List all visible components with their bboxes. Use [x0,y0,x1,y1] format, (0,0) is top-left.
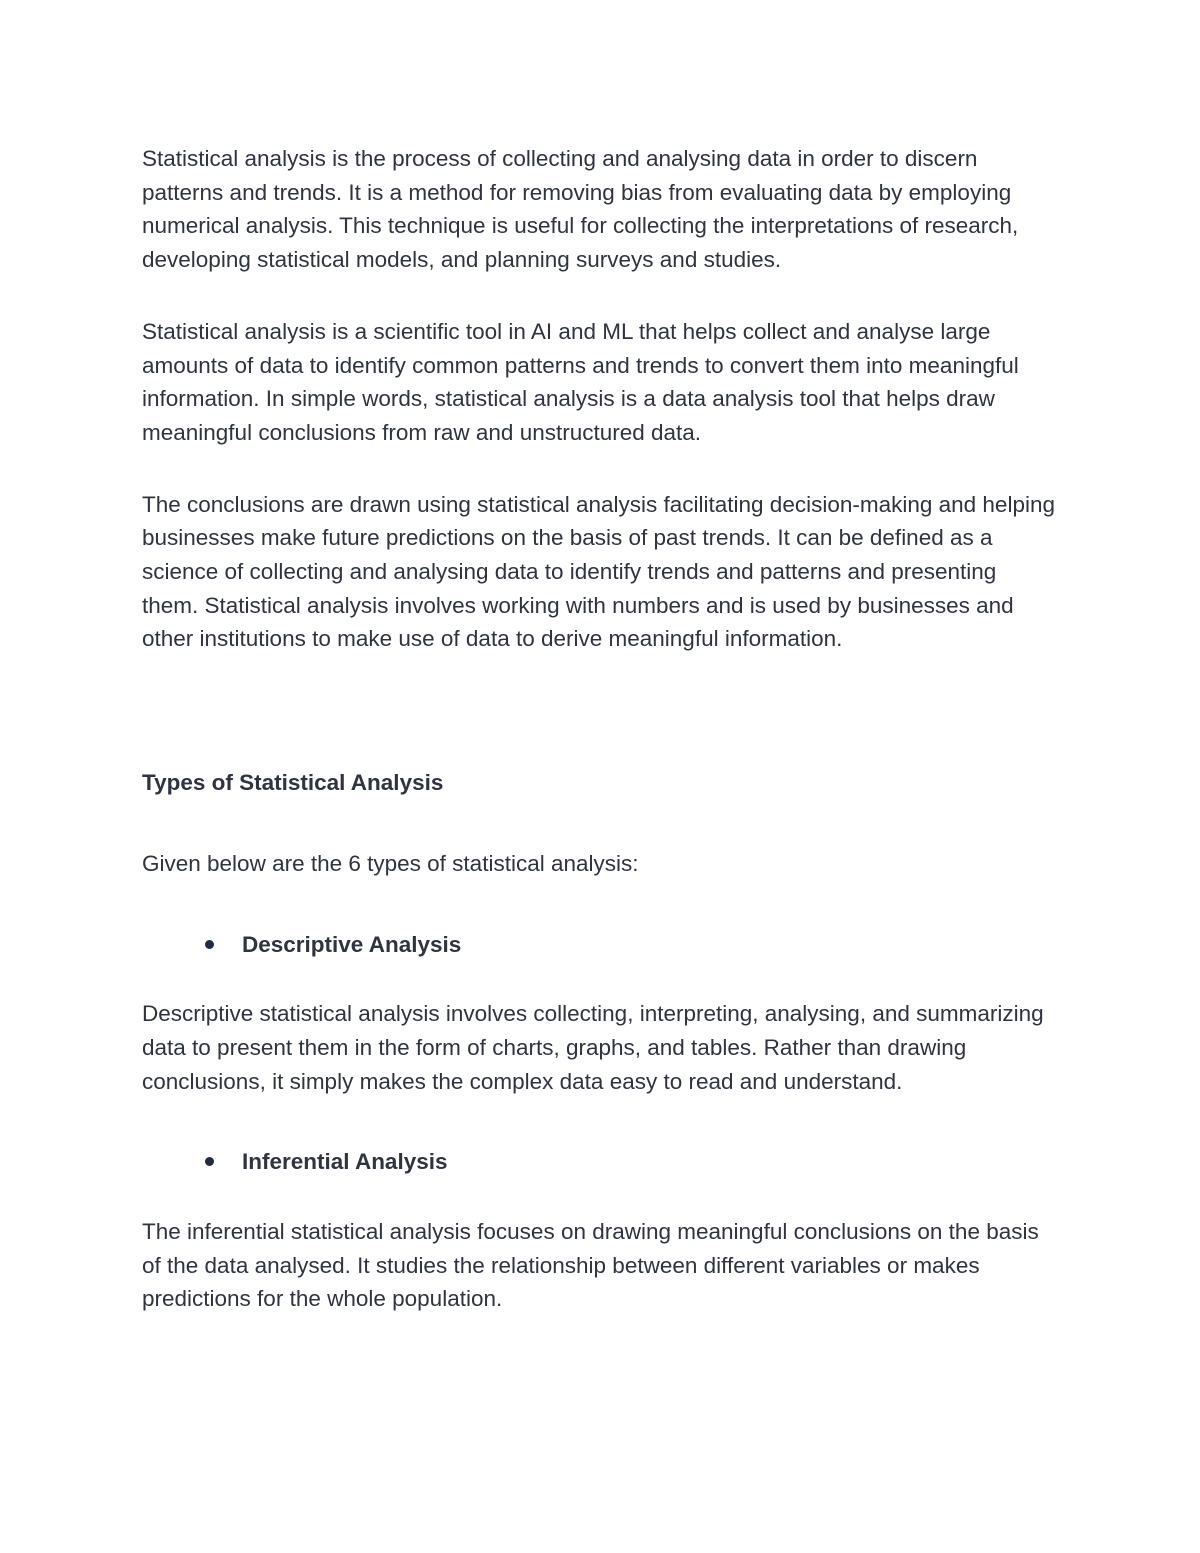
intro-paragraph-3: The conclusions are drawn using statistical analysis facilitating decision-making and helping businesses make future predictions on the basis of past trends. It can be defined as a science of collecting and analysing data to identify trends and patterns and presenting them. Statistical analysis involves working with numbers and is used by businesses and other institutions to make use of data to derive meaningful information. [142,491,1055,652]
intro-paragraph-2: Statistical analysis is a scientific tool in AI and ML that helps collect and analyse large amounts of data to identify common patterns and trends to convert them into meaningful information. In simple words, statistical analysis is a data analysis tool that helps draw meaningful conclusions from raw and unstructured data. [142,318,1019,445]
list-item-title: Descriptive Analysis [242,931,462,957]
bullet-icon [205,1157,214,1166]
inferential-paragraph: The inferential statistical analysis focuses on drawing meaningful conclusions on the basis of the data analysed. It studies the relationship between different variables or makes predictions for the whole population. [142,1219,1039,1312]
intro-paragraph-1: Statistical analysis is the process of collecting and analysing data in order to discern patterns and trends. It is a method for removing bias from evaluating data by employing numerical analysis. This technique is useful for collecting the interpretations of research, developing statistical models, and planning surveys and studies. [142,146,1019,273]
section-intro: Given below are the 6 types of statistical analysis: [142,850,639,876]
bullet-icon [205,940,214,949]
list-item-inferential [142,1145,1058,1179]
list-item-descriptive [142,928,1058,962]
section-heading: Types of Statistical Analysis [142,770,444,796]
document-body [142,142,1058,1316]
descriptive-paragraph: Descriptive statistical analysis involves collecting, interpreting, analysing, and summarizing data to present them in the form of charts, graphs, and tables. Rather than drawing conclusions, it simply makes the complex data easy to read and understand. [142,1001,1044,1094]
list-item-title: Inferential Analysis [242,1149,448,1175]
